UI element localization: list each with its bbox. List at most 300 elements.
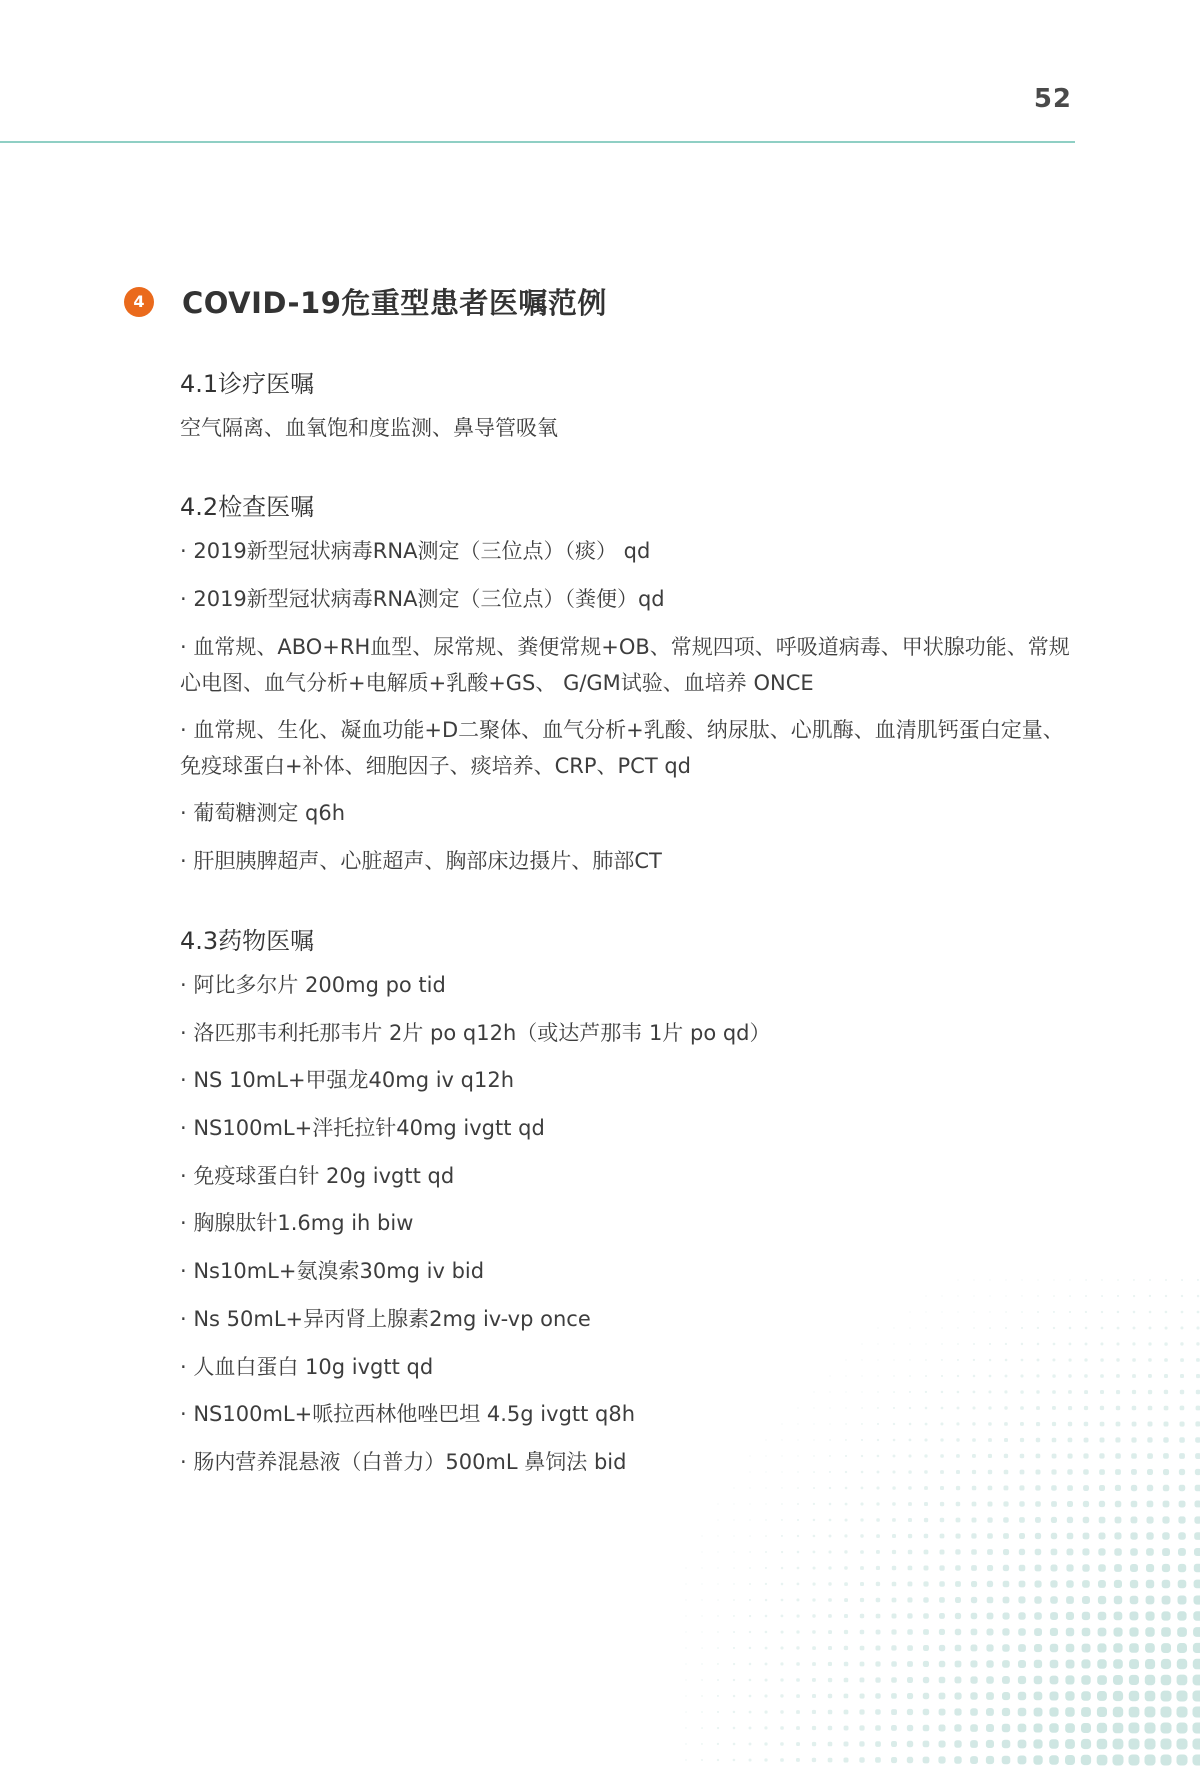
- halftone-dot: [877, 1487, 880, 1490]
- halftone-dot: [891, 1741, 897, 1747]
- halftone-dot: [717, 1583, 718, 1584]
- halftone-dot: [939, 1645, 945, 1651]
- halftone-dot: [812, 1758, 816, 1762]
- halftone-dot: [1177, 1611, 1186, 1620]
- halftone-dot: [909, 1391, 911, 1393]
- halftone-dot: [1163, 1501, 1170, 1508]
- halftone-dot: [781, 1551, 783, 1553]
- halftone-dot: [1081, 1755, 1091, 1765]
- halftone-dot: [1178, 1516, 1185, 1523]
- halftone-dot: [941, 1295, 942, 1296]
- halftone-dot: [1133, 1279, 1135, 1281]
- halftone-dot: [812, 1662, 816, 1666]
- halftone-dot: [940, 1502, 944, 1506]
- halftone-dot: [796, 1678, 800, 1682]
- halftone-dot: [1129, 1659, 1139, 1669]
- halftone-dot: [1147, 1453, 1153, 1459]
- halftone-dot: [924, 1534, 929, 1539]
- halftone-dot: [828, 1678, 832, 1682]
- halftone-dot: [1034, 1628, 1042, 1636]
- halftone-dot: [923, 1629, 929, 1635]
- halftone-dot: [1133, 1327, 1136, 1330]
- halftone-dot: [829, 1503, 831, 1505]
- halftone-dot: [1164, 1374, 1168, 1378]
- halftone-dot: [1101, 1279, 1103, 1281]
- halftone-dot: [1146, 1564, 1154, 1572]
- halftone-dot: [1161, 1707, 1172, 1718]
- halftone-dot: [1197, 1327, 1200, 1330]
- halftone-dot: [1097, 1643, 1106, 1652]
- halftone-dot: [685, 1599, 686, 1600]
- halftone-dot: [1194, 1532, 1200, 1540]
- halftone-dot: [939, 1741, 946, 1748]
- halftone-dot: [1161, 1643, 1171, 1653]
- halftone-dot: [1195, 1421, 1200, 1426]
- halftone-dot: [1098, 1564, 1106, 1572]
- halftone-dot: [954, 1756, 962, 1764]
- halftone-dot: [970, 1724, 978, 1732]
- halftone-dot: [987, 1597, 994, 1604]
- halftone-dot: [1148, 1390, 1152, 1394]
- halftone-dot: [1033, 1755, 1042, 1764]
- halftone-dot: [1081, 1707, 1091, 1717]
- halftone-dot: [733, 1743, 736, 1746]
- halftone-dot: [908, 1550, 913, 1555]
- halftone-dot: [1113, 1659, 1123, 1669]
- halftone-dot: [780, 1726, 784, 1730]
- halftone-dot: [1145, 1739, 1156, 1750]
- halftone-dot: [796, 1742, 800, 1746]
- halftone-dot: [908, 1486, 912, 1490]
- halftone-dot: [1035, 1581, 1042, 1588]
- halftone-dot: [923, 1613, 929, 1619]
- halftone-dot: [1117, 1279, 1119, 1281]
- halftone-dot: [892, 1582, 897, 1587]
- halftone-dot: [1130, 1532, 1137, 1539]
- halftone-dot: [1146, 1580, 1154, 1588]
- halftone-dot: [764, 1758, 767, 1761]
- halftone-dot: [956, 1518, 961, 1523]
- halftone-dot: [1066, 1596, 1074, 1604]
- halftone-dot: [1117, 1311, 1119, 1313]
- halftone-dot: [1114, 1564, 1122, 1572]
- halftone-dot: [1129, 1627, 1138, 1636]
- halftone-dot: [986, 1708, 994, 1716]
- halftone-dot: [781, 1519, 783, 1521]
- halftone-dot: [907, 1597, 912, 1602]
- halftone-dot: [749, 1631, 751, 1633]
- halftone-dot: [749, 1647, 751, 1649]
- halftone-dot: [1034, 1612, 1042, 1620]
- halftone-dot: [1083, 1469, 1089, 1475]
- exam-order-item: · 肝胆胰脾超声、心脏超声、胸部床边摄片、肺部CT: [180, 849, 662, 873]
- halftone-dot: [749, 1695, 752, 1698]
- halftone-dot: [875, 1693, 880, 1698]
- halftone-dot: [939, 1629, 945, 1635]
- halftone-dot: [1113, 1707, 1123, 1717]
- halftone-dot: [717, 1615, 718, 1616]
- halftone-dot: [892, 1518, 896, 1522]
- halftone-dot: [733, 1647, 735, 1649]
- halftone-dot: [989, 1391, 992, 1394]
- halftone-dot: [939, 1597, 945, 1603]
- halftone-dot: [1114, 1532, 1121, 1539]
- halftone-dot: [1018, 1692, 1026, 1700]
- halftone-dot: [797, 1535, 799, 1537]
- halftone-dot: [733, 1695, 735, 1697]
- halftone-dot: [1149, 1279, 1151, 1281]
- halftone-dot: [1018, 1724, 1027, 1733]
- halftone-dot: [844, 1566, 848, 1570]
- halftone-dot: [1099, 1533, 1106, 1540]
- halftone-dot: [923, 1581, 928, 1586]
- halftone-dot: [1114, 1612, 1123, 1621]
- halftone-dot: [1162, 1548, 1170, 1556]
- halftone-dot: [813, 1583, 816, 1586]
- halftone-dot: [955, 1597, 961, 1603]
- halftone-dot: [1081, 1691, 1091, 1701]
- halftone-dot: [956, 1534, 961, 1539]
- halftone-dot: [1100, 1390, 1104, 1394]
- halftone-dot: [1180, 1358, 1184, 1362]
- halftone-dot: [1113, 1691, 1123, 1701]
- halftone-dot: [1053, 1343, 1056, 1346]
- halftone-dot: [908, 1566, 913, 1571]
- halftone-dot: [1148, 1406, 1153, 1411]
- halftone-dot: [1081, 1675, 1090, 1684]
- halftone-dot: [1115, 1453, 1121, 1459]
- halftone-dot: [877, 1391, 878, 1392]
- halftone-dot: [1065, 1723, 1075, 1733]
- halftone-dot: [1034, 1644, 1042, 1652]
- halftone-dot: [1019, 1549, 1025, 1555]
- halftone-dot: [1019, 1501, 1024, 1506]
- halftone-dot: [1082, 1628, 1091, 1637]
- halftone-dot: [955, 1581, 961, 1587]
- halftone-dot: [1130, 1612, 1139, 1621]
- halftone-dot: [828, 1758, 833, 1763]
- halftone-dot: [844, 1742, 849, 1747]
- halftone-dot: [941, 1391, 943, 1393]
- halftone-dot: [909, 1439, 912, 1442]
- halftone-dot: [1065, 1755, 1075, 1765]
- halftone-dot: [1021, 1343, 1023, 1345]
- halftone-dot: [1193, 1643, 1200, 1653]
- halftone-dot: [717, 1663, 719, 1665]
- halftone-dot: [1115, 1501, 1122, 1508]
- halftone-dot: [1019, 1485, 1024, 1490]
- halftone-dot: [907, 1645, 913, 1651]
- halftone-dot: [1148, 1358, 1152, 1362]
- halftone-dot: [1018, 1628, 1026, 1636]
- halftone-dot: [1132, 1358, 1136, 1362]
- halftone-dot: [987, 1565, 993, 1571]
- halftone-dot: [844, 1662, 849, 1667]
- halftone-dot: [1178, 1548, 1186, 1556]
- halftone-dot: [1180, 1374, 1184, 1378]
- halftone-dot: [860, 1518, 863, 1521]
- halftone-dot: [1113, 1739, 1124, 1750]
- halftone-dot: [907, 1677, 913, 1683]
- halftone-dot: [797, 1503, 799, 1505]
- halftone-dot: [987, 1613, 994, 1620]
- halftone-dot: [781, 1567, 783, 1569]
- drug-order-item: · Ns 50mL+异丙肾上腺素2mg iv-vp once: [180, 1307, 591, 1331]
- exam-order-item: · 葡萄糖测定 q6h: [180, 801, 346, 825]
- halftone-dot: [780, 1694, 783, 1697]
- halftone-dot: [907, 1629, 913, 1635]
- halftone-dot: [1083, 1485, 1089, 1491]
- halftone-dot: [828, 1630, 832, 1634]
- halftone-dot: [1165, 1295, 1167, 1297]
- halftone-dot: [1178, 1580, 1187, 1589]
- halftone-dot: [1195, 1453, 1200, 1459]
- halftone-dot: [860, 1694, 865, 1699]
- halftone-dot: [1082, 1644, 1091, 1653]
- halftone-dot: [1050, 1644, 1058, 1652]
- halftone-dot: [1002, 1724, 1010, 1732]
- halftone-dot: [685, 1615, 686, 1616]
- halftone-dot: [1147, 1469, 1153, 1475]
- halftone-dot: [1115, 1485, 1121, 1491]
- halftone-dot: [685, 1727, 686, 1728]
- halftone-dot: [1053, 1295, 1055, 1297]
- halftone-dot: [1180, 1406, 1185, 1411]
- halftone-dot: [859, 1725, 864, 1730]
- halftone-dot: [1005, 1343, 1007, 1345]
- halftone-dot: [1097, 1755, 1108, 1766]
- halftone-dot: [1003, 1565, 1009, 1571]
- halftone-dot: [765, 1599, 767, 1601]
- halftone-dot: [876, 1550, 880, 1554]
- halftone-dot: [1018, 1708, 1027, 1717]
- halftone-dot: [1193, 1611, 1200, 1620]
- halftone-dot: [1196, 1390, 1200, 1394]
- halftone-dot: [1193, 1723, 1200, 1734]
- halftone-dot: [780, 1710, 783, 1713]
- halftone-dot: [923, 1741, 930, 1748]
- halftone-dot: [1097, 1691, 1107, 1701]
- halftone-dot: [1082, 1612, 1090, 1620]
- halftone-dot: [1149, 1311, 1152, 1314]
- exam-order-item: · 血常规、生化、凝血功能+D二聚体、血气分析+乳酸、纳尿肽、心肌酶、血清肌钙蛋白定量、免疫球蛋白+补体、细胞因子、痰培养、CRP、PCT qd: [180, 718, 1064, 778]
- halftone-dot: [845, 1439, 847, 1441]
- halftone-dot: [909, 1343, 910, 1344]
- halftone-dot: [1116, 1358, 1119, 1361]
- halftone-dot: [938, 1756, 945, 1763]
- halftone-dot: [1083, 1453, 1088, 1458]
- halftone-dot: [813, 1439, 814, 1440]
- halftone-dot: [1051, 1565, 1058, 1572]
- halftone-dot: [1099, 1517, 1106, 1524]
- halftone-dot: [1099, 1485, 1105, 1491]
- halftone-dot: [970, 1756, 978, 1764]
- halftone-dot: [1193, 1707, 1200, 1718]
- halftone-dot: [781, 1535, 783, 1537]
- halftone-dot: [1049, 1723, 1058, 1732]
- halftone-dot: [780, 1678, 783, 1681]
- halftone-dot: [1068, 1438, 1073, 1443]
- halftone-dot: [1034, 1676, 1043, 1685]
- halftone-dot: [1005, 1295, 1006, 1296]
- halftone-dot: [1002, 1708, 1010, 1716]
- halftone-dot: [1180, 1390, 1184, 1394]
- halftone-dot: [1002, 1628, 1009, 1635]
- halftone-dot: [813, 1551, 816, 1554]
- halftone-dot: [765, 1631, 768, 1634]
- halftone-dot: [1177, 1643, 1187, 1653]
- halftone-dot: [733, 1679, 735, 1681]
- halftone-dot: [701, 1759, 703, 1761]
- halftone-dot: [1021, 1295, 1022, 1296]
- halftone-dot: [1099, 1453, 1104, 1458]
- halftone-dot: [1098, 1596, 1106, 1604]
- halftone-dot: [1018, 1644, 1026, 1652]
- halftone-dot: [1004, 1438, 1008, 1442]
- halftone-dot: [1178, 1532, 1186, 1540]
- halftone-dot: [1082, 1580, 1090, 1588]
- halftone-dot: [986, 1692, 994, 1700]
- halftone-dot: [1179, 1485, 1186, 1492]
- halftone-dot: [701, 1711, 703, 1713]
- halftone-dot: [893, 1439, 896, 1442]
- halftone-dot: [907, 1661, 913, 1667]
- drug-order-item: · 洛匹那韦利托那韦片 2片 po q12h（或达芦那韦 1片 po qd）: [180, 1021, 771, 1045]
- halftone-dot: [844, 1694, 849, 1699]
- halftone-dot: [1164, 1422, 1169, 1427]
- halftone-dot: [1114, 1580, 1122, 1588]
- halftone-dot: [780, 1662, 783, 1665]
- halftone-dot: [861, 1391, 862, 1392]
- halftone-dot: [1163, 1453, 1169, 1459]
- halftone-dot: [925, 1343, 926, 1344]
- halftone-dot: [1178, 1564, 1186, 1572]
- halftone-dot: [1003, 1597, 1010, 1604]
- halftone-dot: [877, 1439, 879, 1441]
- halftone-dot: [892, 1550, 896, 1554]
- halftone-dot: [797, 1583, 800, 1586]
- halftone-dot: [1085, 1311, 1087, 1313]
- halftone-dot: [876, 1566, 880, 1570]
- halftone-dot: [1193, 1755, 1200, 1766]
- halftone-dot: [813, 1391, 814, 1392]
- halftone-dot: [685, 1663, 686, 1664]
- halftone-dot: [685, 1631, 686, 1632]
- halftone-dot: [1067, 1485, 1073, 1491]
- halftone-dot: [1180, 1422, 1185, 1427]
- halftone-dot: [1181, 1311, 1184, 1314]
- halftone-dot: [1147, 1485, 1153, 1491]
- halftone-dot: [733, 1759, 736, 1762]
- halftone-dot: [940, 1534, 945, 1539]
- halftone-dot: [1115, 1437, 1120, 1442]
- halftone-dot: [1132, 1422, 1137, 1427]
- halftone-dot: [749, 1503, 750, 1504]
- halftone-dot: [941, 1343, 942, 1344]
- halftone-dot: [1003, 1533, 1009, 1539]
- halftone-dot: [717, 1567, 718, 1568]
- halftone-dot: [955, 1549, 960, 1554]
- halftone-dot: [1164, 1390, 1168, 1394]
- halftone-dot: [875, 1661, 880, 1666]
- halftone-dot: [1034, 1724, 1043, 1733]
- halftone-dot: [892, 1502, 896, 1506]
- halftone-dot: [892, 1614, 897, 1619]
- halftone-dot: [1149, 1295, 1151, 1297]
- halftone-dot: [1003, 1613, 1010, 1620]
- halftone-dot: [925, 1439, 928, 1442]
- halftone-dot: [717, 1535, 718, 1536]
- halftone-dot: [1066, 1564, 1073, 1571]
- halftone-dot: [1179, 1469, 1185, 1475]
- halftone-dot: [796, 1694, 800, 1698]
- halftone-dot: [877, 1343, 878, 1344]
- halftone-dot: [1193, 1659, 1200, 1670]
- halftone-dot: [1181, 1279, 1183, 1281]
- halftone-dot: [765, 1535, 767, 1537]
- halftone-dot: [844, 1598, 848, 1602]
- halftone-dot: [892, 1486, 895, 1489]
- halftone-dot: [796, 1662, 800, 1666]
- halftone-dot: [701, 1535, 702, 1536]
- halftone-dot: [859, 1741, 864, 1746]
- halftone-dot: [939, 1613, 945, 1619]
- halftone-dot: [925, 1295, 926, 1296]
- halftone-dot: [812, 1598, 815, 1601]
- halftone-dot: [1130, 1580, 1138, 1588]
- halftone-dot: [829, 1551, 832, 1554]
- halftone-dot: [893, 1343, 894, 1344]
- halftone-dot: [940, 1518, 945, 1523]
- halftone-dot: [1069, 1295, 1071, 1297]
- halftone-dot: [1003, 1517, 1009, 1523]
- halftone-dot: [1033, 1739, 1042, 1748]
- halftone-dot: [1004, 1390, 1007, 1393]
- halftone-dot: [1036, 1438, 1040, 1442]
- halftone-dot: [813, 1487, 815, 1489]
- drug-order-item: · NS 10mL+甲强龙40mg iv q12h: [180, 1068, 515, 1092]
- halftone-dot: [781, 1583, 783, 1585]
- halftone-dot: [1113, 1755, 1124, 1766]
- halftone-dot: [765, 1503, 766, 1504]
- halftone-dot: [1196, 1358, 1200, 1362]
- halftone-dot: [1019, 1565, 1026, 1572]
- halftone-dot: [1180, 1342, 1183, 1345]
- halftone-dot: [1098, 1548, 1105, 1555]
- halftone-dot: [765, 1679, 768, 1682]
- halftone-dot: [986, 1660, 993, 1667]
- halftone-dot: [1018, 1676, 1026, 1684]
- halftone-dot: [1084, 1406, 1088, 1410]
- halftone-dot: [1117, 1295, 1119, 1297]
- halftone-dot: [797, 1487, 799, 1489]
- halftone-dot: [685, 1647, 686, 1648]
- exam-order-item: · 血常规、ABO+RH血型、尿常规、粪便常规+OB、常规四项、呼吸道病毒、甲状腺功能、常规心电图、血气分析+电解质+乳酸+GS、 G/GM试验、血培养 ONCE: [180, 635, 1070, 695]
- halftone-dot: [765, 1439, 766, 1440]
- halftone-dot: [1035, 1485, 1040, 1490]
- halftone-dot: [1050, 1612, 1058, 1620]
- halftone-dot: [1085, 1295, 1087, 1297]
- halftone-dot: [1097, 1659, 1106, 1668]
- halftone-dot: [765, 1615, 767, 1617]
- halftone-dot: [1145, 1691, 1156, 1702]
- halftone-dot: [1147, 1517, 1154, 1524]
- halftone-dot: [765, 1695, 768, 1698]
- halftone-dot: [954, 1740, 961, 1747]
- halftone-dot: [828, 1710, 833, 1715]
- halftone-dot: [908, 1582, 913, 1587]
- section-number-badge: 4: [124, 287, 154, 317]
